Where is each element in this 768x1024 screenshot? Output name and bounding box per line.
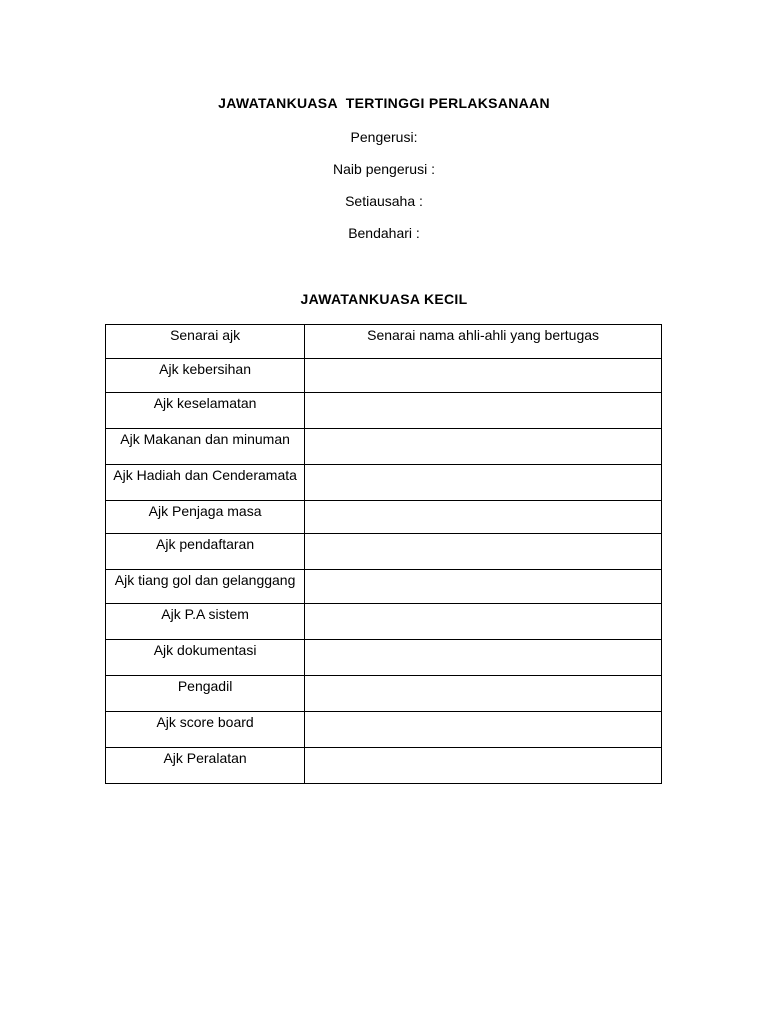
- committee-name-cell: [106, 534, 305, 570]
- committee-name: Ajk dokumentasi: [153, 642, 257, 658]
- member-names-cell: [305, 570, 662, 604]
- committee-name: Ajk kebersihan: [159, 361, 251, 377]
- header-label: Senarai ajk: [170, 327, 241, 343]
- committee-table: [105, 324, 662, 784]
- member-names-cell: [305, 640, 662, 676]
- member-names-cell: [305, 465, 662, 501]
- header-cell-member-names: [305, 325, 662, 359]
- header-cell-committee-list: [106, 325, 305, 359]
- committee-name-cell: [106, 712, 305, 748]
- table-row: [106, 676, 662, 712]
- role-treasurer: Bendahari :: [348, 225, 420, 241]
- committee-name: Ajk Makanan dan minuman: [120, 431, 290, 447]
- committee-name-cell: [106, 570, 305, 604]
- table-row: [106, 712, 662, 748]
- sub-heading: JAWATANKUASA KECIL: [300, 291, 468, 307]
- committee-name: Ajk Penjaga masa: [148, 503, 262, 519]
- table-row: [106, 604, 662, 640]
- role-secretary: Setiausaha :: [345, 193, 423, 209]
- member-names-cell: [305, 429, 662, 465]
- committee-name: Ajk keselamatan: [153, 395, 257, 411]
- table-row: [106, 501, 662, 534]
- table-row: [106, 429, 662, 465]
- table-row: [106, 570, 662, 604]
- committee-name: Ajk P.A sistem: [161, 606, 249, 622]
- committee-name: Ajk pendaftaran: [156, 536, 255, 552]
- committee-name-cell: [106, 359, 305, 393]
- committee-name-cell: [106, 501, 305, 534]
- role-chairman: Pengerusi:: [350, 129, 418, 145]
- committee-name: Ajk Hadiah dan Cenderamata: [113, 467, 297, 483]
- table-row: [106, 465, 662, 501]
- committee-name-cell: [106, 604, 305, 640]
- table-row: [106, 393, 662, 429]
- member-names-cell: [305, 748, 662, 784]
- committee-name-cell: [106, 676, 305, 712]
- committee-name: Ajk Peralatan: [163, 750, 247, 766]
- committee-name: Pengadil: [177, 678, 233, 694]
- committee-name-cell: [106, 429, 305, 465]
- table-header-row: [106, 325, 662, 359]
- role-vice-chairman: Naib pengerusi :: [333, 161, 435, 177]
- table-row: [106, 534, 662, 570]
- committee-name: Ajk tiang gol dan gelanggang: [114, 572, 296, 588]
- table-row: [106, 640, 662, 676]
- member-names-cell: [305, 534, 662, 570]
- member-names-cell: [305, 604, 662, 640]
- member-names-cell: [305, 676, 662, 712]
- committee-name-cell: [106, 640, 305, 676]
- member-names-cell: [305, 393, 662, 429]
- committee-name: Ajk score board: [156, 714, 254, 730]
- member-names-cell: [305, 501, 662, 534]
- header-label: Senarai nama ahli-ahli yang bertugas: [367, 327, 600, 343]
- committee-name-cell: [106, 748, 305, 784]
- committee-name-cell: [106, 393, 305, 429]
- main-heading: JAWATANKUASA TERTINGGI PERLAKSANAAN: [218, 95, 550, 111]
- committee-name-cell: [106, 465, 305, 501]
- member-names-cell: [305, 712, 662, 748]
- table-row: [106, 359, 662, 393]
- member-names-cell: [305, 359, 662, 393]
- table-row: [106, 748, 662, 784]
